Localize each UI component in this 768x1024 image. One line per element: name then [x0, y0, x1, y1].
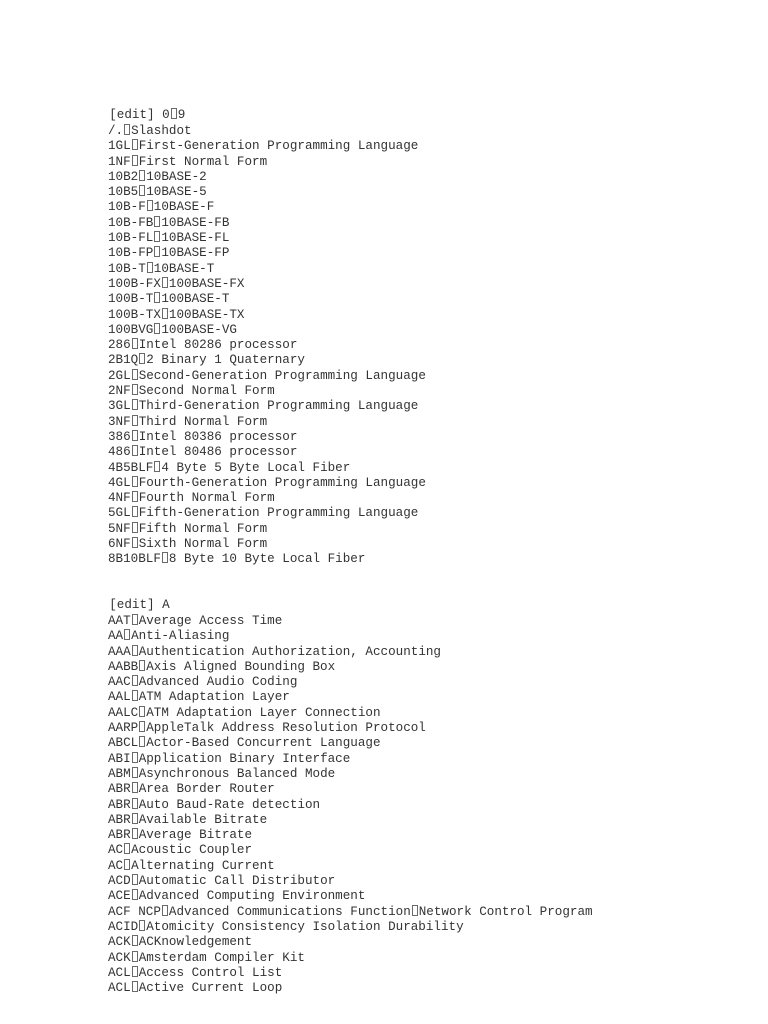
- missing-glyph-icon: [132, 889, 138, 900]
- list-item: [108, 675, 593, 690]
- list-item: [108, 399, 426, 414]
- missing-glyph-icon: [124, 124, 130, 135]
- entry-abbreviation: 100B-T: [108, 292, 154, 307]
- entry-expansion: Asynchronous Balanced Mode: [138, 766, 336, 781]
- missing-glyph-icon: [162, 308, 168, 319]
- entry-expansion: Automatic Call Distributor: [138, 874, 336, 889]
- entry-expansion: Authentication Authorization, Accounting: [138, 644, 441, 659]
- list-item: [108, 966, 593, 981]
- list-item: [108, 920, 593, 935]
- section-title-start: A: [162, 598, 170, 613]
- list-item: [108, 629, 593, 644]
- missing-glyph-icon: [132, 491, 138, 502]
- missing-glyph-icon: [132, 522, 138, 533]
- entry-expansion: 100BASE-T: [161, 292, 230, 307]
- entry-abbreviation: AC: [108, 843, 124, 858]
- list-item: [108, 798, 593, 813]
- entry-expansion: 100BASE-FX: [168, 276, 245, 291]
- entry-abbreviation: AAL: [108, 690, 131, 705]
- missing-glyph-icon: [132, 828, 138, 839]
- entry-abbreviation: AAC: [108, 675, 131, 690]
- missing-glyph-icon: [139, 660, 145, 671]
- list-item: [108, 752, 593, 767]
- entry-expansion: Available Bitrate: [138, 812, 268, 827]
- entry-expansion: 100BASE-VG: [161, 322, 237, 337]
- entry-expansion: Axis Aligned Bounding Box: [146, 659, 336, 674]
- entry-abbreviation: 1NF: [108, 154, 131, 169]
- list-item: [108, 721, 593, 736]
- entry-abbreviation: ABCL: [108, 736, 139, 751]
- list-item: [108, 384, 426, 399]
- list-item: [108, 308, 426, 323]
- list-item: [108, 353, 426, 368]
- missing-glyph-icon: [139, 706, 145, 717]
- list-item: [108, 338, 426, 353]
- entry-expansion: ATM Adaptation Layer Connection: [146, 705, 381, 720]
- entry-abbreviation: 10B-FL: [108, 231, 154, 246]
- entry-expansion: Fifth Normal Form: [138, 521, 268, 536]
- entry-expansion: First Normal Form: [138, 154, 268, 169]
- entry-expansion: Fourth Normal Form: [138, 491, 275, 506]
- missing-glyph-icon: [132, 476, 138, 487]
- entry-expansion: Third-Generation Programming Language: [138, 399, 419, 414]
- entry-abbreviation: /.: [108, 124, 124, 138]
- entry-expansion: 2 Binary 1 Quaternary: [146, 353, 305, 368]
- missing-glyph-icon: [132, 415, 138, 426]
- entry-expansion: 100BASE-TX: [168, 307, 245, 322]
- entry-expansion: 10BASE-FB: [161, 215, 230, 230]
- list-item: [108, 706, 593, 721]
- missing-glyph-icon: [132, 935, 138, 946]
- entry-abbreviation: 386: [108, 429, 131, 444]
- list-item: [108, 552, 426, 567]
- missing-glyph-icon: [132, 874, 138, 885]
- entry-abbreviation: 10B-T: [108, 261, 146, 276]
- entry-abbreviation: ABM: [108, 766, 131, 781]
- entry-abbreviation: AC: [108, 858, 124, 873]
- entry-abbreviation: 100B-FX: [108, 276, 161, 291]
- missing-glyph-icon: [124, 629, 130, 640]
- entry-abbreviation: 100BVG: [108, 322, 154, 337]
- list-item: [108, 231, 426, 246]
- entry-expansion: Average Access Time: [138, 614, 283, 628]
- list-item: [108, 292, 426, 307]
- entry-abbreviation: 6NF: [108, 537, 131, 552]
- entry-list-0-9: [108, 124, 426, 568]
- entry-expansion: Advanced Communications Function: [168, 904, 411, 919]
- missing-glyph-icon: [132, 399, 138, 410]
- entry-abbreviation: 10B-FP: [108, 246, 154, 261]
- entry-abbreviation: 10B-F: [108, 200, 146, 215]
- entry-abbreviation: 10B5: [108, 185, 139, 200]
- missing-glyph-icon: [132, 813, 138, 824]
- list-item: [108, 170, 426, 185]
- list-item: [108, 461, 426, 476]
- entry-abbreviation: AARP: [108, 721, 139, 736]
- entry-expansion: Second Normal Form: [138, 384, 275, 399]
- missing-glyph-icon: [132, 338, 138, 349]
- entry-expansion: Access Control List: [138, 965, 283, 980]
- edit-link[interactable]: [edit]: [109, 598, 155, 613]
- list-item: [108, 262, 426, 277]
- entry-expansion: Second-Generation Programming Language: [138, 368, 426, 383]
- list-item: [108, 951, 593, 966]
- entry-abbreviation: 8B10BLF: [108, 552, 161, 567]
- missing-glyph-icon: [132, 139, 138, 150]
- entry-expansion: Amsterdam Compiler Kit: [138, 950, 305, 965]
- missing-glyph-icon: [132, 690, 138, 701]
- missing-glyph-icon: [132, 966, 138, 977]
- list-item: [108, 506, 426, 521]
- entry-abbreviation: ABR: [108, 797, 131, 812]
- missing-glyph-icon: [171, 108, 177, 119]
- entry-expansion: First-Generation Programming Language: [138, 139, 419, 154]
- missing-glyph-icon: [139, 170, 145, 181]
- list-item: [108, 277, 426, 292]
- entry-abbreviation: ABR: [108, 828, 131, 843]
- missing-glyph-icon: [132, 645, 138, 656]
- entry-abbreviation: 2GL: [108, 368, 131, 383]
- entry-abbreviation: 4B5BLF: [108, 460, 154, 475]
- entry-expansion-continued: Network Control Program: [418, 904, 593, 919]
- entry-expansion: Advanced Computing Environment: [138, 889, 366, 904]
- entry-expansion: Fourth-Generation Programming Language: [138, 475, 426, 490]
- entry-abbreviation: ACF NCP: [108, 904, 161, 919]
- list-item: [108, 660, 593, 675]
- entry-expansion: Sixth Normal Form: [138, 537, 268, 552]
- entry-abbreviation: 1GL: [108, 139, 131, 154]
- missing-glyph-icon: [147, 262, 153, 273]
- entry-abbreviation: 4GL: [108, 475, 131, 490]
- missing-glyph-icon: [132, 384, 138, 395]
- entry-expansion: Intel 80386 processor: [138, 429, 298, 444]
- missing-glyph-icon: [124, 843, 130, 854]
- missing-glyph-icon: [132, 369, 138, 380]
- entry-expansion: Third Normal Form: [138, 414, 268, 429]
- list-item: [108, 200, 426, 215]
- section-header-0-9: [79, 93, 186, 123]
- entry-abbreviation: 5NF: [108, 521, 131, 536]
- missing-glyph-icon: [132, 430, 138, 441]
- entry-expansion: Average Bitrate: [138, 828, 253, 843]
- entry-abbreviation: AABB: [108, 659, 139, 674]
- entry-abbreviation: AAA: [108, 644, 131, 659]
- list-item: [108, 415, 426, 430]
- entry-abbreviation: ACL: [108, 965, 131, 980]
- entry-expansion: Intel 80486 processor: [138, 445, 298, 460]
- list-item: [108, 185, 426, 200]
- missing-glyph-icon: [162, 277, 168, 288]
- missing-glyph-icon: [154, 216, 160, 227]
- missing-glyph-icon: [139, 721, 145, 732]
- list-item: [108, 874, 593, 889]
- entry-expansion: Area Border Router: [138, 782, 275, 797]
- list-item: [108, 323, 426, 338]
- entry-abbreviation: ACID: [108, 919, 139, 934]
- list-item: [108, 981, 593, 996]
- missing-glyph-icon: [132, 614, 138, 625]
- entry-expansion: 10BASE-FL: [161, 231, 230, 246]
- missing-glyph-icon: [154, 323, 160, 334]
- missing-glyph-icon: [154, 246, 160, 257]
- missing-glyph-icon: [132, 981, 138, 992]
- missing-glyph-icon: [139, 920, 145, 931]
- missing-glyph-icon: [132, 767, 138, 778]
- list-item: [108, 889, 593, 904]
- list-item: [108, 614, 593, 629]
- missing-glyph-icon: [132, 798, 138, 809]
- entry-abbreviation: 100B-TX: [108, 307, 161, 322]
- entry-abbreviation: ABI: [108, 751, 131, 766]
- entry-expansion: 10BASE-FP: [161, 246, 230, 261]
- missing-glyph-icon: [162, 905, 168, 916]
- entry-expansion: ACKnowledgement: [138, 935, 253, 950]
- entry-expansion: 4 Byte 5 Byte Local Fiber: [161, 460, 351, 475]
- entry-expansion: Slashdot: [131, 124, 192, 138]
- list-item: [108, 139, 426, 154]
- list-item: [108, 767, 593, 782]
- entry-expansion: Alternating Current: [131, 858, 275, 873]
- entry-expansion: Active Current Loop: [138, 981, 283, 996]
- entry-expansion: Anti-Aliasing: [131, 629, 230, 644]
- list-item: [108, 690, 593, 705]
- entry-abbreviation: 486: [108, 445, 131, 460]
- entry-expansion: 10BASE-T: [153, 261, 215, 276]
- list-item: [108, 645, 593, 660]
- list-item: [108, 782, 593, 797]
- list-item: [108, 246, 426, 261]
- entry-abbreviation: ACE: [108, 889, 131, 904]
- missing-glyph-icon: [412, 905, 418, 916]
- entry-abbreviation: ACK: [108, 935, 131, 950]
- entry-expansion: ATM Adaptation Layer: [138, 690, 290, 705]
- list-item: [108, 369, 426, 384]
- entry-expansion: 8 Byte 10 Byte Local Fiber: [168, 552, 366, 567]
- entry-abbreviation: 10B2: [108, 169, 139, 184]
- entry-expansion: Auto Baud-Rate detection: [138, 797, 321, 812]
- missing-glyph-icon: [132, 537, 138, 548]
- missing-glyph-icon: [132, 752, 138, 763]
- list-item: [108, 843, 593, 858]
- list-item: [108, 905, 593, 920]
- missing-glyph-icon: [132, 675, 138, 686]
- entry-abbreviation: AAT: [108, 614, 131, 628]
- entry-expansion: Intel 80286 processor: [138, 338, 298, 353]
- list-item: [108, 476, 426, 491]
- entry-expansion: 10BASE-5: [146, 185, 207, 200]
- list-item: [108, 155, 426, 170]
- missing-glyph-icon: [132, 445, 138, 456]
- missing-glyph-icon: [147, 200, 153, 211]
- entry-expansion: 10BASE-F: [153, 200, 215, 215]
- entry-abbreviation: 2B1Q: [108, 353, 139, 368]
- missing-glyph-icon: [162, 552, 168, 563]
- entry-expansion: 10BASE-2: [146, 169, 207, 184]
- entry-abbreviation: ACL: [108, 981, 131, 996]
- entry-abbreviation: 3NF: [108, 414, 131, 429]
- entry-abbreviation: 10B-FB: [108, 215, 154, 230]
- entry-abbreviation: ABR: [108, 782, 131, 797]
- list-item: [108, 430, 426, 445]
- entry-expansion: Application Binary Interface: [138, 751, 351, 766]
- entry-expansion: Atomicity Consistency Isolation Durability: [146, 919, 464, 934]
- section-title-start: 0: [162, 108, 170, 123]
- list-item: [108, 736, 593, 751]
- entry-abbreviation: 286: [108, 338, 131, 353]
- missing-glyph-icon: [154, 231, 160, 242]
- entry-abbreviation: ABR: [108, 812, 131, 827]
- missing-glyph-icon: [132, 951, 138, 962]
- missing-glyph-icon: [139, 185, 145, 196]
- missing-glyph-icon: [132, 155, 138, 166]
- missing-glyph-icon: [132, 782, 138, 793]
- entry-expansion: Acoustic Coupler: [131, 843, 253, 858]
- entry-abbreviation: 4NF: [108, 491, 131, 506]
- list-item: [108, 935, 593, 950]
- entry-abbreviation: 3GL: [108, 399, 131, 414]
- missing-glyph-icon: [132, 506, 138, 517]
- section-title-end: 9: [177, 108, 186, 123]
- missing-glyph-icon: [154, 292, 160, 303]
- list-item: [108, 216, 426, 231]
- entry-abbreviation: 5GL: [108, 506, 131, 521]
- list-item: [108, 445, 426, 460]
- entry-abbreviation: ACK: [108, 950, 131, 965]
- list-item: [108, 124, 426, 139]
- missing-glyph-icon: [139, 353, 145, 364]
- list-item: [108, 859, 593, 874]
- list-item: [108, 813, 593, 828]
- missing-glyph-icon: [124, 859, 130, 870]
- section-header-a: [79, 583, 170, 613]
- entry-abbreviation: AA: [108, 629, 124, 644]
- entry-expansion: Fifth-Generation Programming Language: [138, 506, 419, 521]
- list-item: [108, 491, 426, 506]
- list-item: [108, 537, 426, 552]
- entry-abbreviation: AALC: [108, 705, 139, 720]
- entry-abbreviation: 2NF: [108, 384, 131, 399]
- entry-expansion: AppleTalk Address Resolution Protocol: [146, 721, 426, 736]
- entry-abbreviation: ACD: [108, 874, 131, 889]
- edit-link[interactable]: [edit]: [109, 108, 155, 123]
- list-item: [108, 522, 426, 537]
- entry-expansion: Actor-Based Concurrent Language: [146, 736, 381, 751]
- missing-glyph-icon: [154, 461, 160, 472]
- list-item: [108, 828, 593, 843]
- entry-list-a: [108, 614, 593, 996]
- entry-expansion: Advanced Audio Coding: [138, 675, 298, 690]
- missing-glyph-icon: [139, 736, 145, 747]
